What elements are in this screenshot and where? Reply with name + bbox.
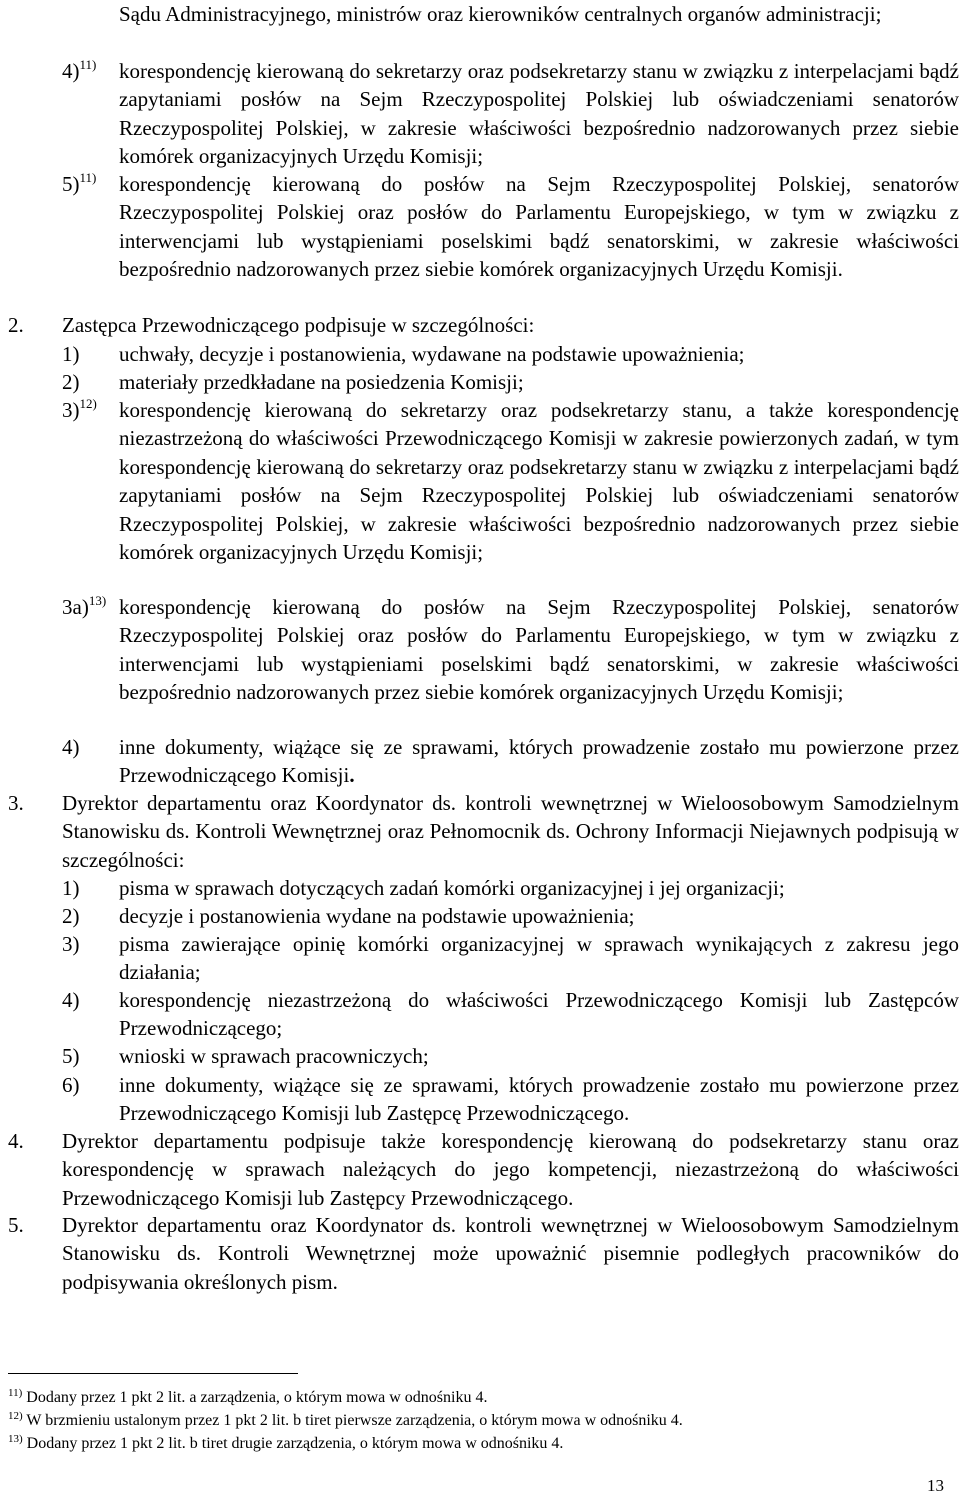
item-number: 6) (62, 1073, 80, 1097)
footnote: $^{13)}$ Dodany przez 1 pkt 2 lit. b tiret drugie zarządzenia, o którym mowa w odnośniku 4. (8, 1433, 564, 1452)
item-text: korespondencję kierowaną do posłów na Sejm Rzeczypospolitej Polskiej, senatorów Rzeczypospolitej Polskiej oraz posłów do Parlamentu Europejskiego, w tym w związku z interwencjami lub wystąpieniami poselskimi bądź senatorskimi, w zakresie właściwości bezpośrednio nadzorowanych przez siebie komórek organizacyjnych Urzędu Komisji. (119, 172, 959, 282)
item-text: Sądu Administracyjnego, ministrów oraz kierowników centralnych organów administracji; (119, 2, 882, 26)
section-number: 5. (8, 1213, 24, 1237)
item-text: korespondencję kierowaną do sekretarzy oraz podsekretarzy stanu, a także korespondencję niezastrzeżoną do właściwości Przewodniczącego Komisji w zakresie powierzonych zadań, w tym korespondencję kierowaną do sekretarzy oraz podsekretarzy stanu w związku z interpelacjami bądź zapytaniami posłów na Sejm Rzeczypospolitej Polskiej lub oświadczeniami senatorów Rzeczypospolitej Polskiej, w zakresie właściwości bezpośrednio nadzorowanych przez siebie komórek organizacyjnych Urzędu Komisji; (119, 398, 959, 565)
item-number: 5)$^{11)}$ (62, 170, 97, 196)
section-number: 2. (8, 313, 24, 337)
section-text: Dyrektor departamentu oraz Koordynator ds. kontroli wewnętrznej w Wieloosobowym Samodzielnym Stanowisku ds. Kontroli Wewnętrznej może upoważnić pisemnie podległych pracowników do podpisywania określonych pism. (62, 1213, 959, 1294)
item-number: 1) (62, 342, 80, 366)
section-number: 3. (8, 791, 24, 815)
footnote-ref: 11) (79, 170, 97, 185)
footnote-ref: 12) (79, 396, 97, 411)
section-intro: Dyrektor departamentu oraz Koordynator ds. kontroli wewnętrznej w Wieloosobowym Samodzielnym Stanowisku ds. Kontroli Wewnętrznej oraz Pełnomocnik ds. Ochrony Informacji Niejawnych podpisują w szczególności: (62, 791, 959, 872)
item-end-mark: . (349, 763, 355, 788)
item-number: 1) (62, 876, 80, 900)
footnote-mark: 13) (8, 1433, 23, 1445)
footnote-ref: 11) (79, 57, 97, 72)
item-text: korespondencję niezastrzeżoną do właściwości Przewodniczącego Komisji lub Zastępców Przewodniczącego; (119, 988, 959, 1041)
item-number: 3)$^{12)}$ (62, 396, 97, 422)
page-number: 13 (927, 1476, 944, 1495)
item-number: 2) (62, 370, 80, 394)
item-text: uchwały, decyzje i postanowienia, wydawane na podstawie upoważnienia; (119, 342, 745, 366)
footnote: $^{11)}$ Dodany przez 1 pkt 2 lit. a zarządzenia, o którym mowa w odnośniku 4. (8, 1387, 488, 1406)
item-text: wnioski w sprawach pracowniczych; (119, 1044, 429, 1068)
section-text: Dyrektor departamentu podpisuje także korespondencję kierowaną do podsekretarzy stanu oraz korespondencję w sprawach należących do jego kompetencji, niezastrzeżoną do właściwości Przewodniczącego Komisji lub Zastępcy Przewodniczącego. (62, 1129, 959, 1210)
footnote-divider (8, 1373, 298, 1374)
item-text: materiały przedkładane na posiedzenia Komisji; (119, 370, 524, 394)
section-intro: Zastępca Przewodniczącego podpisuje w szczególności: (62, 313, 535, 337)
item-text: inne dokumenty, wiążące się ze sprawami, których prowadzenie zostało mu powierzone przez Przewodniczącego Komisji. (119, 735, 959, 788)
item-text: pisma w sprawach dotyczących zadań komórki organizacyjnej i jej organizacji; (119, 876, 785, 900)
item-text: inne dokumenty, wiążące się ze sprawami, których prowadzenie zostało mu powierzone przez Przewodniczącego Komisji lub Zastępcę Przewodniczącego. (119, 1073, 959, 1126)
item-number: 4) (62, 735, 80, 759)
footnote-mark: 12) (8, 1410, 23, 1422)
item-number: 4)$^{11)}$ (62, 57, 97, 83)
section-number: 4. (8, 1129, 24, 1153)
item-number: 3) (62, 932, 80, 956)
item-number: 3a)$^{13)}$ (62, 593, 107, 619)
item-text: pisma zawierające opinię komórki organizacyjnej w sprawach wynikających z zakresu jego działania; (119, 932, 959, 985)
item-number: 5) (62, 1044, 80, 1068)
item-text: korespondencję kierowaną do sekretarzy oraz podsekretarzy stanu w związku z interpelacjami bądź zapytaniami posłów na Sejm Rzeczypospolitej Polskiej lub oświadczeniami senatorów Rzeczypospolitej Polskiej, w zakresie właściwości bezpośrednio nadzorowanych przez siebie komórek organizacyjnych Urzędu Komisji; (119, 59, 959, 169)
footnote-mark: 11) (8, 1387, 23, 1399)
item-number: 4) (62, 988, 80, 1012)
footnote-ref: 13) (88, 593, 107, 608)
item-number: 2) (62, 904, 80, 928)
footnote: $^{12)}$ W brzmieniu ustalonym przez 1 pkt 2 lit. b tiret pierwsze zarządzenia, o którym mowa w odnośniku 4. (8, 1410, 683, 1429)
item-text: decyzje i postanowienia wydane na podstawie upoważnienia; (119, 904, 635, 928)
item-text: korespondencję kierowaną do posłów na Sejm Rzeczypospolitej Polskiej, senatorów Rzeczypospolitej Polskiej oraz posłów do Parlamentu Europejskiego, w tym w związku z interwencjami lub wystąpieniami poselskimi bądź senatorskimi, w zakresie właściwości bezpośrednio nadzorowanych przez siebie komórek organizacyjnych Urzędu Komisji; (119, 595, 959, 705)
